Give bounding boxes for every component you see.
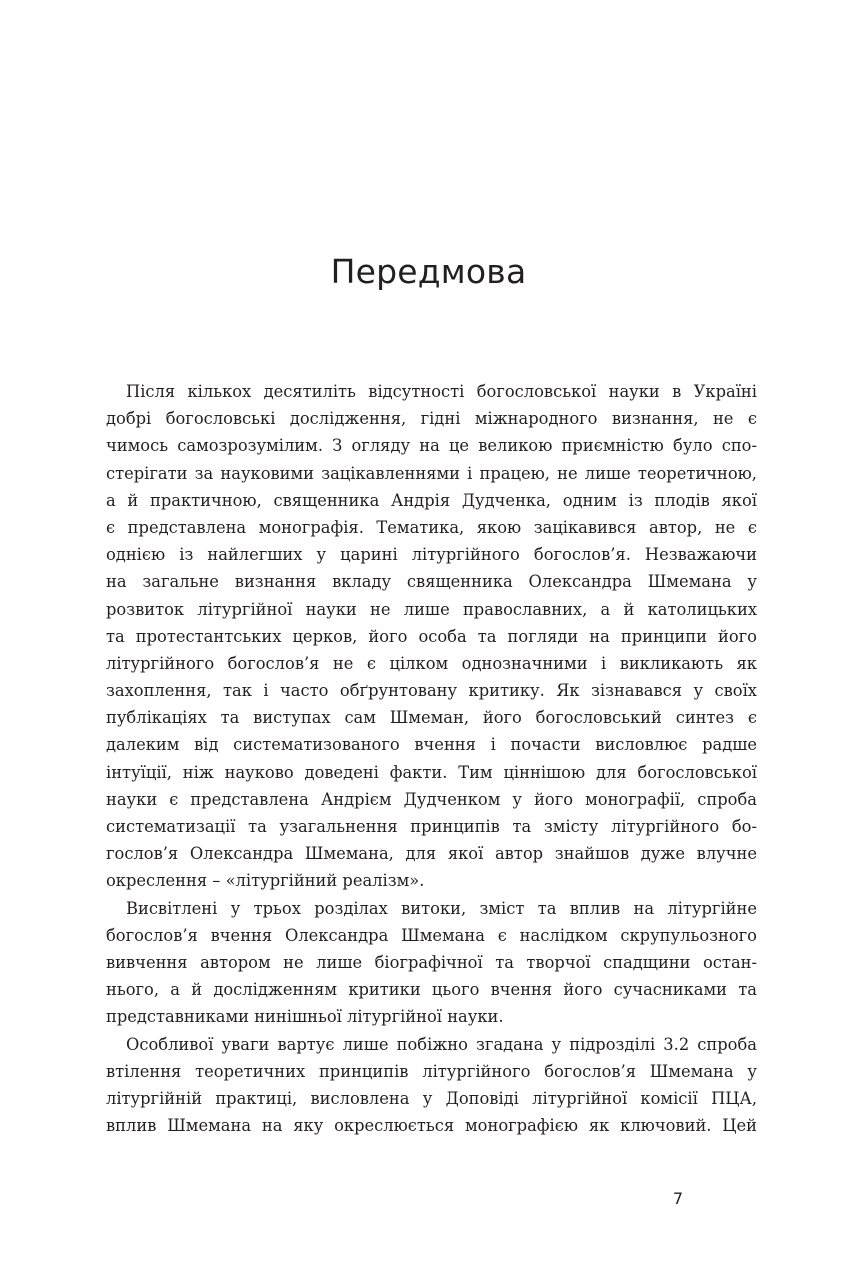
text-line: публікаціях та виступах сам Шмеман, його богословський синтез є — [106, 708, 757, 728]
body-text — [106, 378, 757, 1139]
page-number: 7 — [672, 1189, 684, 1208]
text-line: втілення теоретичних принципів літургійного богослов’я Шмемана у — [106, 1061, 757, 1081]
text-line: гослов’я Олександра Шмемана, для якої автор знайшов дуже влучне — [106, 844, 757, 864]
text-line: богослов’я вчення Олександра Шмемана є наслідком скрупульозного — [106, 925, 757, 945]
text-line: вивчення автором не лише біографічної та творчої спадщини остан- — [106, 952, 757, 972]
text-line: літургійного богослов’я не є цілком однозначними і викликають як — [106, 653, 757, 673]
text-line: стерігати за науковими зацікавленнями і працею, не лише теоретичною, — [106, 463, 757, 483]
text-line: Особливої уваги вартує лише побіжно згадана у підрозділі 3.2 спроба — [126, 1034, 757, 1054]
text-line: вплив Шмемана на яку окреслюється монографією як ключовий. Цей — [106, 1116, 757, 1136]
page-title: Передмова — [330, 252, 527, 291]
text-line: літургійній практиці, висловлена у Доповіді літургійної комісії ПЦА, — [106, 1088, 757, 1108]
text-line: Після кількох десятиліть відсутності богословської науки в Україні — [126, 382, 757, 401]
text-line: а й практичною, священника Андрія Дудченка, одним із плодів якої — [106, 490, 757, 510]
text-line: представниками нинішньої літургійної науки. — [106, 1007, 504, 1027]
text-line: однією із найлегших у царині літургійного богослов’я. Незважаючи — [106, 545, 757, 565]
text-line: систематизації та узагальнення принципів та змісту літургійного бо- — [106, 817, 757, 836]
text-line: розвиток літургійної науки не лише православних, а й католицьких — [106, 599, 757, 619]
text-line: інтуїції, ніж науково доведені факти. Тим ціннішою для богословської — [106, 762, 757, 782]
text-line: нього, а й дослідженням критики цього вчення його сучасниками та — [106, 980, 757, 1000]
text-line: далеким від систематизованого вчення і почасти висловлює радше — [106, 735, 757, 755]
text-line: Висвітлені у трьох розділах витоки, зміст та вплив на літургійне — [126, 898, 757, 918]
text-line: на загальне визнання вкладу священника Олександра Шмемана у — [106, 572, 757, 592]
text-line: захоплення, так і часто обґрунтовану критику. Як зізнавався у своїх — [106, 681, 757, 701]
text-line: добрі богословські дослідження, гідні міжнародного визнання, не є — [106, 409, 757, 429]
text-line: науки є представлена Андрієм Дудченком у його монографії, спроба — [106, 789, 757, 809]
text-line: є представлена монографія. Тематика, якою зацікавився автор, не є — [106, 517, 757, 537]
text-line: окреслення – «літургійний реалізм». — [106, 871, 425, 891]
text-line: чимось самозрозумілим. З огляду на це великою приємністю було спо- — [106, 436, 757, 456]
text-line: та протестантських церков, його особа та погляди на принципи його — [106, 626, 757, 646]
